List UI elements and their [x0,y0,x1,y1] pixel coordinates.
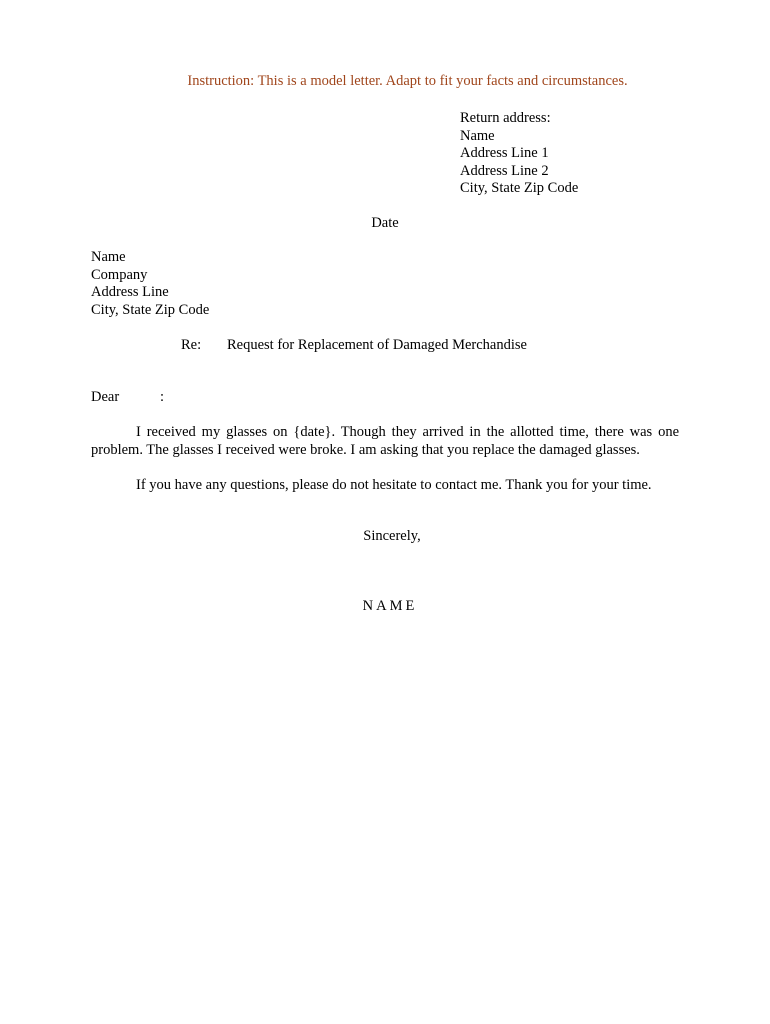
return-address-heading: Return address: [460,110,551,126]
return-address-name: Name [460,127,495,144]
subject-label: Re: [181,337,202,353]
return-address-block [460,110,578,198]
recipient-company: Company [91,266,148,283]
subject-line: Request for Replacement of Damaged Merchandise [227,337,527,353]
salutation: Dear [91,389,120,405]
letter-date: Date [371,215,399,231]
signer-name: NAME [362,598,418,614]
recipient-address-line: Address Line [91,284,169,300]
salutation-colon: : [160,389,165,405]
recipient-address-block [91,249,209,319]
instruction-note: Instruction: This is a model letter. Adapt to fit your facts and circumstances. [187,73,628,89]
recipient-name: Name [91,249,126,265]
body-paragraph-2: If you have any questions, please do not hesitate to contact me. Thank you for your time. [136,477,652,493]
recipient-city-state-zip: City, State Zip Code [91,301,210,318]
body-paragraph-1: I received my glasses on {date}. Though they arrived in the allotted time, there was one problem. The glasses I received were broke. I am asking that you replace the damaged glasses. [91,424,679,458]
return-address-line-2: Address Line 2 [460,162,549,179]
return-address-line-1: Address Line 1 [460,145,549,161]
closing: Sincerely, [363,528,421,544]
return-address-city-state-zip: City, State Zip Code [460,180,579,196]
